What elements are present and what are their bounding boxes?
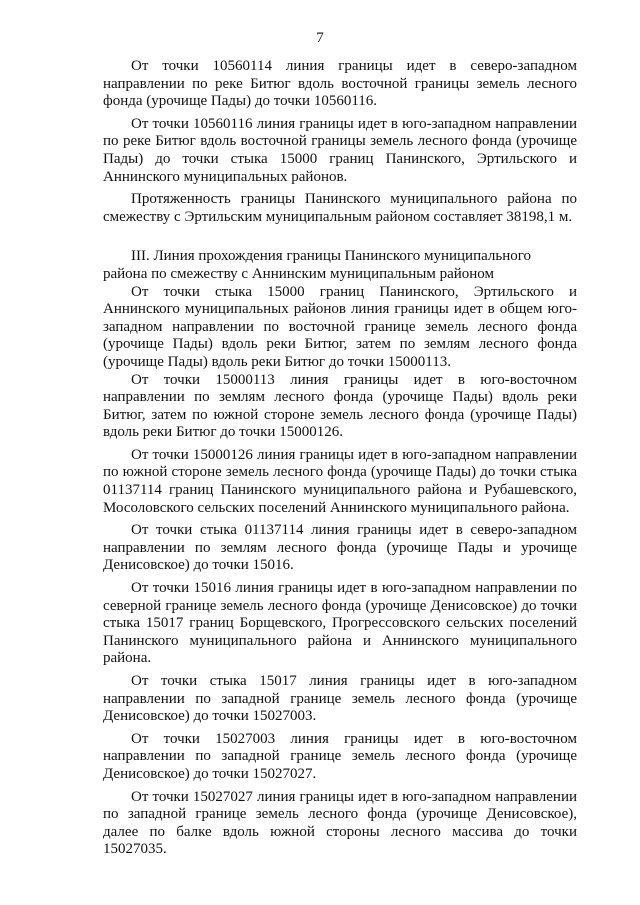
paragraph: От точки 15027003 линия границы идет в юго-восточном направлении по западной границе земель лесного фонда (урочище Денисовское) до точки 15027027. — [103, 730, 577, 782]
paragraph: От точки 10560116 линия границы идет в юго-западном направлении по реке Битюг вдоль восточной границы земель лесного фонда (урочище Пады) до точки стыка 15000 границ Панинского, Эртильского и Аннинского муниципальных районов. — [103, 115, 577, 185]
paragraph: От точки стыка 15000 границ Панинского, Эртильского и Аннинского муниципальных районов линия границы идет в общем юго-западном направлении по восточной границе земель лесного фонда (урочище Пады) вдоль реки Битюг, затем по землям лесного фонда (урочище Пады) вдоль реки Битюг до точки 15000113. — [103, 283, 577, 370]
page-number: 7 — [316, 30, 324, 46]
paragraph: От точки стыка 01137114 линия границы идет в северо-западном направлении по землям лесного фонда (урочище Пады и урочище Денисовское) до точки 15016. — [103, 522, 577, 574]
paragraph: От точки 15027027 линия границы идет в юго-западном направлении по западной границе земель лесного фонда (урочище Денисовское), далее по балке вдоль южной стороны лесного массива до точки 15027035. — [103, 788, 577, 858]
paragraph: От точки 15000126 линия границы идет в юго-западном направлении по южной стороне земель лесного фонда (урочище Пады) до точки стыка 01137114 границ Панинского муниципального района и Рубашевского, Мосоловского сельских поселений Аннинского муниципального района. — [103, 446, 577, 516]
paragraph: От точки 10560114 линия границы идет в северо-западном направлении по реке Битюг вдоль восточной границы земель лесного фонда (урочище Пады) до точки 10560116. — [103, 58, 577, 110]
paragraph: От точки стыка 15017 линия границы идет в юго-западном направлении по западной границе земель лесного фонда (урочище Денисовское) до точки 15027003. — [103, 673, 577, 725]
paragraph: От точки 15000113 линия границы идет в юго-восточном направлении по землям лесного фонда (урочище Пады) вдоль реки Битюг, затем по южной стороне земель лесного фонда (урочище Пады) вдоль реки Битюг до точки 15000126. — [103, 371, 577, 441]
paragraph: Протяженность границы Панинского муниципального района по смежеству с Эртильским муниципальным районом составляет 38198,1 м. — [103, 191, 577, 225]
paragraph: От точки 15016 линия границы идет в юго-западном направлении по северной границе земель лесного фонда (урочище Денисовское) до точки стыка 15017 границ Борщевского, Прогрессовского сельских поселений Панинского муниципального района и Аннинского муниципального района. — [103, 580, 577, 667]
document-body — [103, 58, 577, 864]
section-heading: III. Линия прохождения границы Панинского муниципального района по смежеству с Аннинским муниципальным районом — [103, 248, 532, 282]
